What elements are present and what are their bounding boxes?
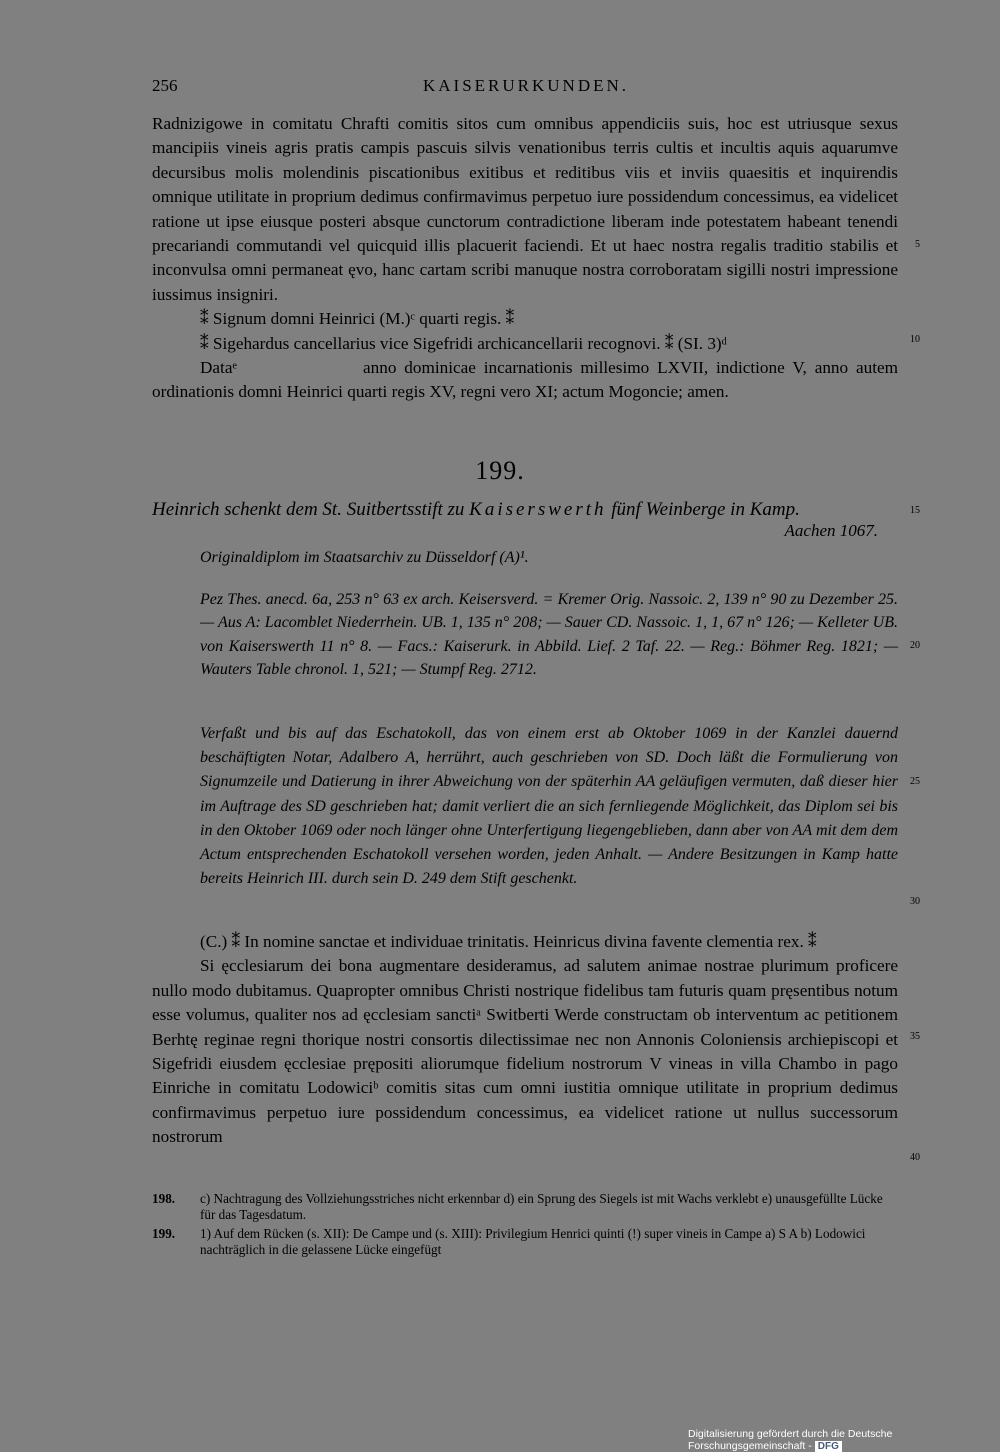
doc199-text: Si ęcclesiarum dei bona augmentare desideramus, ad salutem animae nostrae plurimum proficere nullo modo dubitamus. Quapropter omnibus Christi nostrique fidelibus tam futuris quam pręsentibus notum esse volumus, qualiter nos ad ęcclesiam sanctiᵃ Switberti Werde constructam ob interventum ac petitionem Berhtę reginae regni thorique nostri consortis dilectissimae nec non Annonis Coloniensis archiepiscopi et Sigefridi eiusdem ęcclesiae prępositi aliorumque fidelium nostrorum V vineas in villa Chambo in pago Einriche in comitatu Lodowiciᵇ comitis sitas cum omni iustitia omnique utilitate in proprium dedimus confirmavimus perpetuo iure possidendum concessimus, ea videlicet ratione ut nullus successorum nostrorum <box>152 956 898 1147</box>
running-header <box>152 76 900 100</box>
doc198-datum: Dataᵉ anno dominicae incarnationis millesimo LXVII, indictione V, anno autem ordinationis domni Heinrici quarti regis XV, regni vero XI; actum Mogoncie; amen. <box>152 358 903 402</box>
footnote-label: 199. <box>152 1226 176 1242</box>
line-number: 40 <box>910 1152 920 1163</box>
line-number: 25 <box>910 776 920 787</box>
doc199-regest <box>152 499 898 541</box>
line-number: 5 <box>915 239 920 250</box>
funding-footer <box>688 1428 1000 1452</box>
doc199-prints: Pez Thes. anecd. 6a, 253 n° 63 ex arch. Keisersverd. = Kremer Orig. Nassoic. 2, 139 n° 90 zu Dezember 25. — Aus A: Lacomblet Niederrhein. UB. 1, 135 n° 208; — Sauer CD. Nassoic. 1, 1, 67 n° 126; — Kelleter UB. von Kaiserswerth 11 n° 8. — Facs.: Kaiserurk. in Abbild. Lief. 2 Taf. 22. — Reg.: Böhmer Reg. 1821; — Wauters Table chronol. 1, 521; — Stumpf Reg. 2712. <box>200 591 898 679</box>
doc198-recognition: ⁑ Sigehardus cancellarius vice Sigefridi archicancellarii recognovi. ⁑ (SI. 3)ᵈ <box>200 333 727 353</box>
line-number: 20 <box>910 640 920 651</box>
doc198-section <box>152 112 903 405</box>
doc198-body: Radnizigowe in comitatu Chrafti comitis sitos cum omnibus appendiciis suis, hoc est utriusque sexus mancipiis vineis agris pratis campis pascuis silvis venationibus terris cultis et incultis aquis aquarumve decursibus molis molendinis piscationibus exitibus et reditibus viis et inviis quaesitis et inquirendis omnique utilitate in proprium dedimus confirmavimus perpetuo iure possidendum concessimus, ea videlicet ratione ut ipse eiusque posteri absque cunctorum contradictione liberam inde potestatem habeant tenendi precariandi commutandi vel quicquid illis placuerit faciendi. Et ut haec nostra regalis traditio stabilis et inconvulsa omni permaneat ęvo, hanc cartam scribi manuque nostra corroboratam sigilli nostri impressione iussimus insigniri. <box>152 114 898 304</box>
doc199-invocation: (C.) ⁑ In nomine sanctae et individuae trinitatis. Heinricus divina favente clementia rex. ⁑ <box>200 932 817 951</box>
doc199-transmission: Originaldiplom im Staatsarchiv zu Düsseldorf (A)¹. <box>200 549 529 566</box>
doc199-number: 199. <box>475 456 525 485</box>
funding-text: Digitalisierung gefördert durch die Deutsche Forschungsgemeinschaft - <box>688 1428 893 1452</box>
line-number: 15 <box>910 505 920 516</box>
doc198-signum: ⁑ Signum domni Heinrici (M.)ᶜ quarti regis. ⁑ <box>200 309 515 329</box>
regest-place: Kaiserswerth <box>469 499 607 520</box>
line-number: 30 <box>910 896 920 907</box>
footnote-text: c) Nachtragung des Vollziehungsstriches nicht erkennbar d) ein Sprung des Siegels ist mit Wachs verklebt e) unausgefüllte Lücke für das Tagesdatum. <box>200 1191 883 1222</box>
doc199-text-section <box>152 930 898 1150</box>
page-number: 256 <box>152 76 178 95</box>
footnote-199 <box>152 1226 898 1257</box>
regest-part-a: Heinrich schenkt dem St. Suitbertsstift zu <box>152 499 470 520</box>
regest-part-c: fünf Weinberge in Kamp. <box>606 499 800 520</box>
regest-place-date: Aachen 1067. <box>784 521 878 540</box>
doc199-commentary: Verfaßt und bis auf das Eschatokoll, das von einem erst ab Oktober 1069 in der Kanzlei dauernd beschäftigten Notar, Adalbero A, herrührt, auch geschrieben von SD. Doch läßt die Formulierung von Signumzeile und Datierung in ihrer Abweichung von der späterhin AA geläufigen vermuten, daß dieser hier im Auftrage des SD geschrieben hat; damit verliert die an sich fernliegende Möglichkeit, das Diplom sei bis in den Oktober 1069 oder noch länger ohne Unterfertigung liegengeblieben, dann aber von AA mit dem dem Actum entsprechenden Eschatokoll versehen worden, jeden Anhalt. — Andere Besitzungen in Kamp hatte bereits Heinrich III. durch sein D. 249 dem Stift geschenkt. <box>200 725 898 888</box>
line-number: 10 <box>910 334 920 345</box>
dfg-logo: DFG <box>815 1441 842 1452</box>
footnotes <box>152 1191 898 1257</box>
footnote-label: 198. <box>152 1191 176 1206</box>
line-number: 35 <box>910 1031 920 1042</box>
running-title: KAISERURKUNDEN. <box>422 76 630 95</box>
footnote-198 <box>152 1191 898 1222</box>
footnote-text: 1) Auf dem Rücken (s. XII): De Campe und (s. XIII): Privilegium Henrici quinti (!) super vineis in Campe a) S A b) Lodowici nachträglich in die gelassene Lücke eingefügt <box>200 1226 866 1257</box>
